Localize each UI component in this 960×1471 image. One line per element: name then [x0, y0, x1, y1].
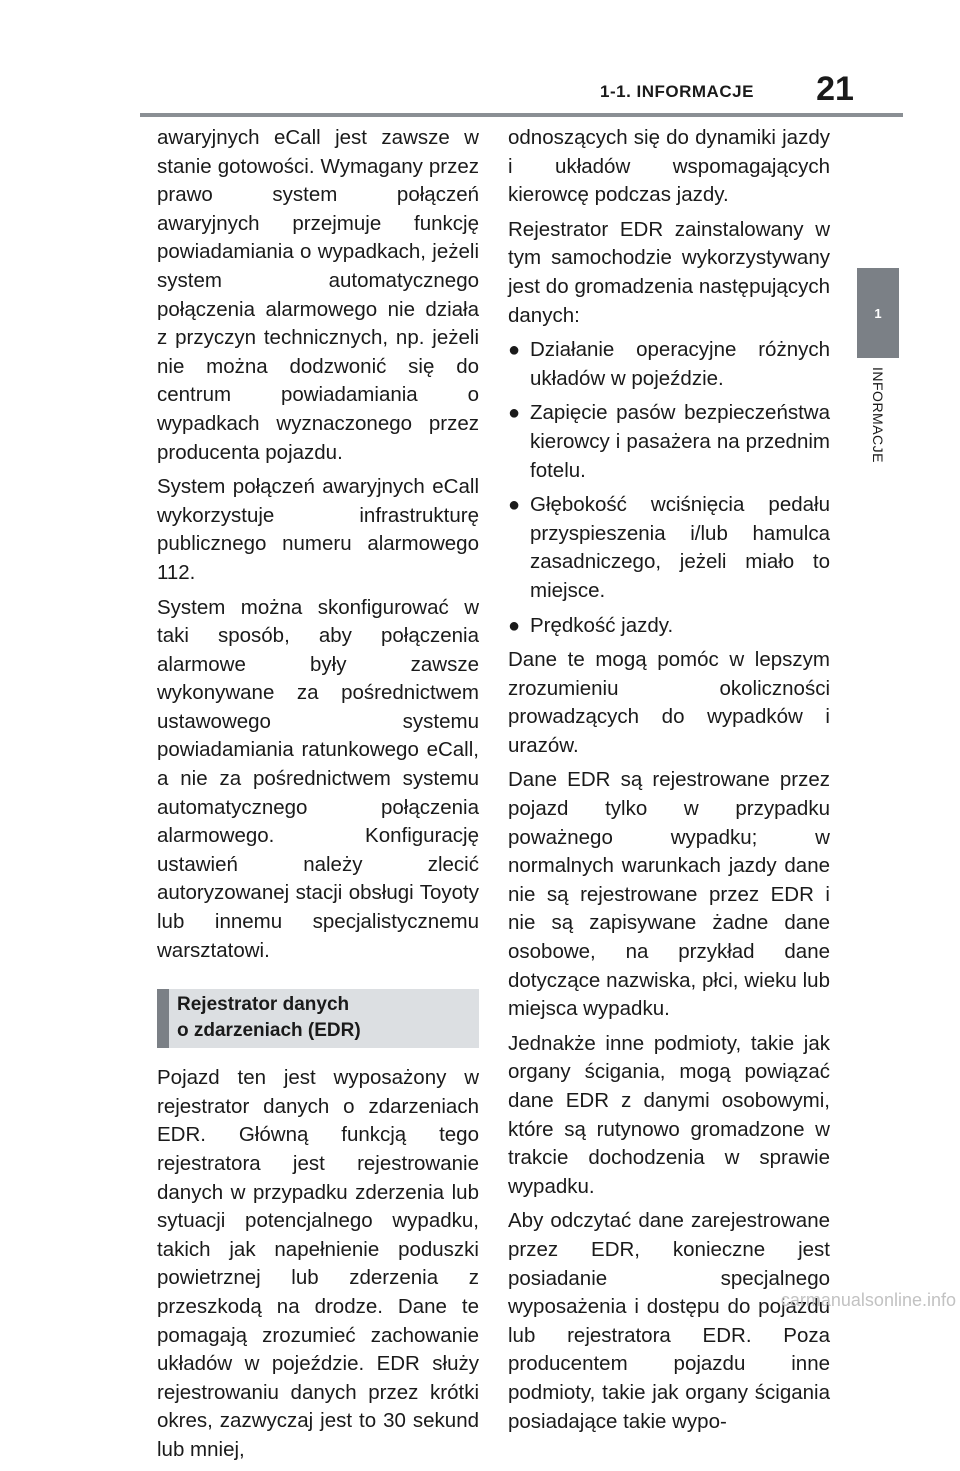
chapter-label: INFORMACJE	[870, 367, 886, 463]
chapter-number: 1	[874, 305, 882, 321]
paragraph: Rejestrator EDR zainstalowany w tym samochodzie wykorzystywany jest do gromadzenia następujących danych:	[508, 217, 830, 327]
paragraph: Dane te mogą pomóc w lepszym zrozumieniu okoliczności prowadzących do wypadków i urazów.	[508, 648, 830, 757]
paragraph: Aby odczytać dane zarejestrowane przez EDR, konieczne jest posiadanie specjalnego wyposażenia i dostępu do pojazdu lub rejestratora EDR. Poza producentem pojazdu inne podmioty, takie jak organy ścigania posiadające takie wypo-	[508, 1209, 830, 1433]
paragraph: System połączeń awaryjnych eCall wykorzystuje infrastrukturę publicznego numeru alarmowego 112.	[157, 475, 479, 584]
paragraph: Dane EDR są rejestrowane przez pojazd tylko w przypadku poważnego wypadku; w normalnych warunkach jazdy dane nie są rejestrowane przez EDR i nie są zapisywane żadne dane osobowe, na przykład dane dotyczące nazwiska, płci, wieku lub miejsca wypadku.	[508, 768, 830, 1021]
paragraph: Pojazd ten jest wyposażony w rejestrator danych o zdarzeniach EDR. Główną funkcją tego rejestratora jest rejestrowanie danych w przypadku zderzenia lub sytuacji potencjalnego wypadku, takich jak napełnienie poduszki powietrznej lub zderzenia z przeszkodą na drodze. Dane te pomagają zrozumieć zachowanie układów w pojeździe. EDR służy rejestrowaniu danych przez krótki okres, zazwyczaj jest to 30 sekund lub mniej,	[157, 1066, 479, 1461]
paragraph: awaryjnych eCall jest zawsze w stanie gotowości. Wymagany przez prawo system połączeń awaryjnych przejmuje funkcję powiadamiania o wypadkach, jeżeli system automatycznego połączenia alarmowego nie działa z przyczyn technicznych, np. jeżeli nie można dodzwonić się do centrum powiadamiania o wypadkach wyznaczonego przez producenta pojazdu.	[157, 126, 479, 464]
list-item	[508, 491, 830, 605]
bullet-icon: ●	[508, 494, 521, 517]
list-item	[508, 336, 830, 393]
paragraph: Jednakże inne podmioty, takie jak organy ścigania, mogą powiązać dane EDR z danymi osobowymi, które są rutynowo gromadzone w trakcie dochodzenia w sprawie wypadku.	[508, 1031, 830, 1198]
bullet-list	[508, 336, 830, 640]
bullet-icon: ●	[508, 402, 521, 425]
paragraph: System można skonfigurować w taki sposób, aby połączenia alarmowe były zawsze wykonywane za pośrednictwem ustawowego systemu powiadamiania ratunkowego eCall, a nie za pośrednictwem systemu automatycznego połączenia alarmowego. Konfigurację ustawień należy zlecić autoryzowanej stacji obsługi Toyoty lub innemu specjalistycznemu warsztatowi.	[157, 595, 479, 962]
section-heading-line: Rejestrator danych	[177, 994, 350, 1016]
chapter-tab[interactable]	[857, 268, 899, 358]
bullet-icon: ●	[508, 339, 521, 362]
header-rule	[140, 113, 903, 117]
bullet-icon: ●	[508, 614, 521, 637]
section-title: 1-1. INFORMACJE	[600, 82, 754, 101]
list-item-text: Głębokość wciśnięcia pedału przyspieszenia i/lub hamulca zasadniczego, jeżeli miało to miejsce.	[530, 493, 830, 602]
list-item	[508, 612, 830, 641]
list-item	[508, 399, 830, 485]
section-heading	[157, 989, 479, 1048]
page-number: 21	[816, 70, 854, 108]
list-item-text: Prędkość jazdy.	[530, 613, 674, 637]
list-item-text: Działanie operacyjne różnych układów w pojeździe.	[530, 338, 830, 390]
right-column	[508, 124, 830, 1442]
left-column	[157, 124, 479, 1471]
list-item-text: Zapięcie pasów bezpieczeństwa kierowcy i pasażera na przednim fotelu.	[530, 401, 830, 482]
watermark: carmanualsonline.info	[780, 1290, 956, 1310]
section-heading-line: o zdarzeniach (EDR)	[177, 1020, 361, 1042]
paragraph: odnoszących się do dynamiki jazdy i układów wspomagających kierowcę podczas jazdy.	[508, 126, 830, 207]
